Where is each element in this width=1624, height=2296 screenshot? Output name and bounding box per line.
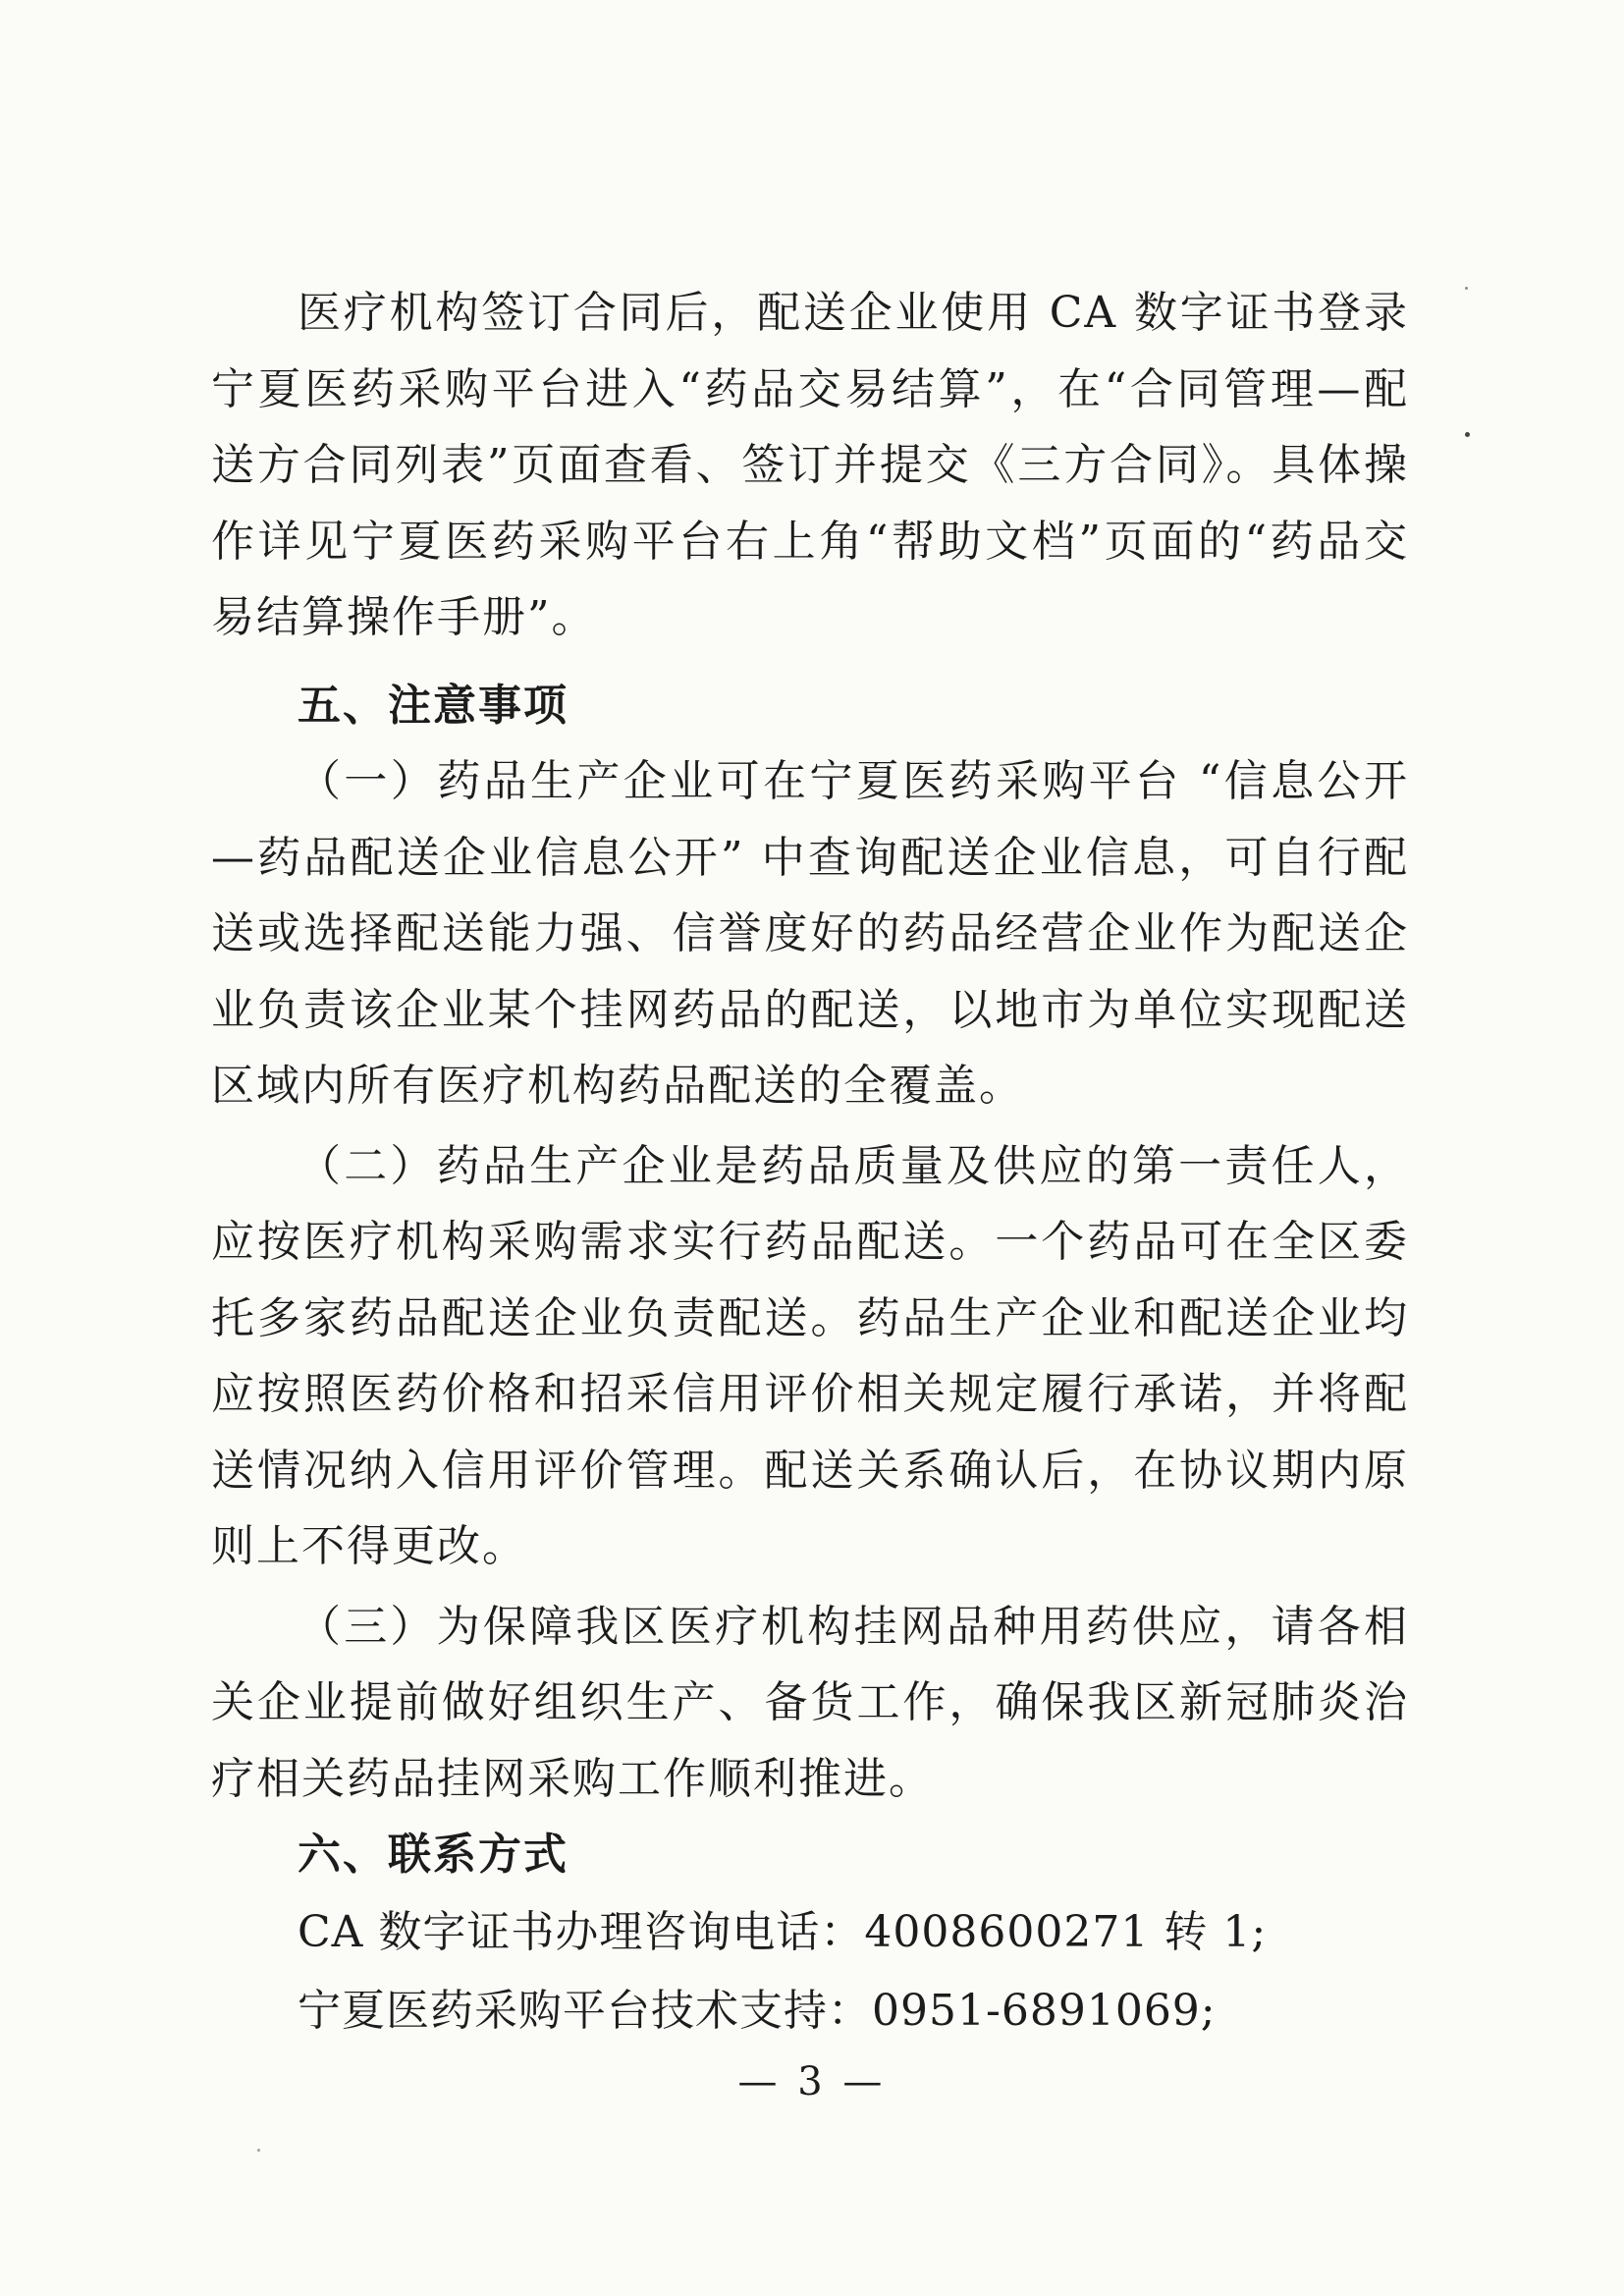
paragraph-note-2: （二）药品生产企业是药品质量及供应的第一责任人，应按医疗机构采购需求实行药品配送。一个药品可在全区委托多家药品配送企业负责配送。药品生产企业和配送企业均应按照医药价格和招采信用评价相关规定履行承诺，并将配送情况纳入信用评价管理。配送关系确认后，在协议期内原则上不得更改。 (211, 1140, 1409, 1571)
scan-speck-icon (1465, 432, 1470, 437)
paragraph-note-1: （一）药品生产企业可在宁夏医药采购平台 “信息公开—药品配送企业信息公开” 中查询配送企业信息，可自行配送或选择配送能力强、信誉度好的药品经营企业作为配送企业负责该企业某个挂网药品的配送，以地市为单位实现配送区域内所有医疗机构药品配送的全覆盖。 (211, 756, 1409, 1111)
page-number: — 3 — (737, 2059, 887, 2105)
scan-speck-icon (257, 2149, 260, 2152)
contact-ca-hotline: CA 数字证书办理咨询电话：4008600271 转 1; (298, 1906, 1268, 1957)
section-heading-contact: 六、联系方式 (298, 1830, 568, 1880)
document-body (211, 275, 1409, 2050)
paragraph-contract-signing: 医疗机构签订合同后，配送企业使用 CA 数字证书登录宁夏医药采购平台进入“药品交易结算”，在“合同管理—配送方合同列表”页面查看、签订并提交《三方合同》。具体操作详见宁夏医药采购平台右上角“帮助文档”页面的“药品交易结算操作手册”。 (211, 288, 1409, 642)
paragraph-note-3: （三）为保障我区医疗机构挂网品种用药供应，请各相关企业提前做好组织生产、备货工作，确保我区新冠肺炎治疗相关药品挂网采购工作顺利推进。 (211, 1601, 1409, 1804)
section-heading-notes: 五、注意事项 (298, 680, 568, 731)
scan-speck-icon (1465, 287, 1468, 290)
contact-platform-support: 宁夏医药采购平台技术支持：0951-6891069; (298, 1985, 1217, 2036)
